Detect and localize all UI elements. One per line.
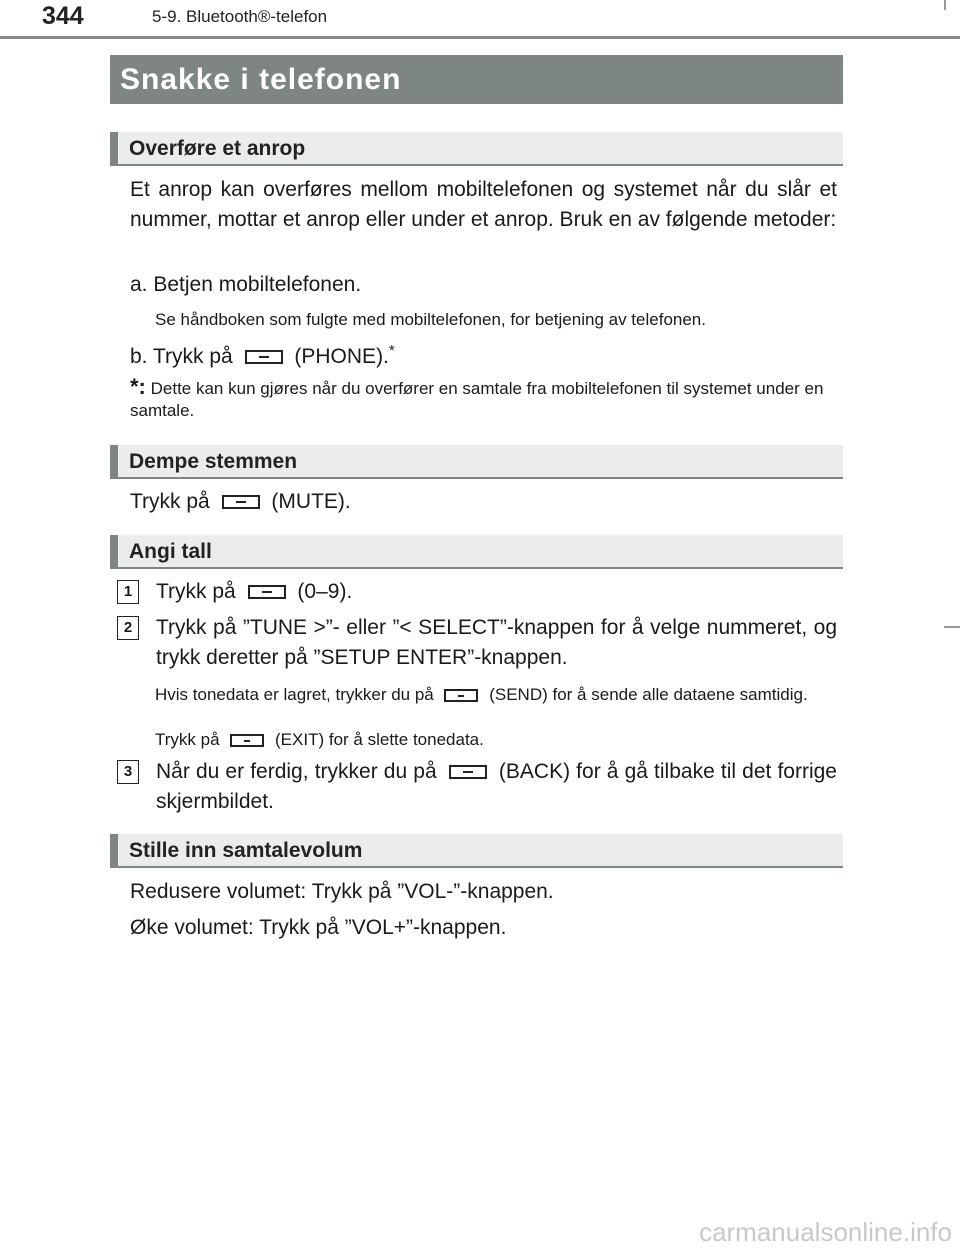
digits-step-1 bbox=[156, 577, 837, 607]
footnote-mark: *: bbox=[130, 374, 146, 399]
step-number-1: 1 bbox=[117, 580, 139, 604]
page-number: 344 bbox=[42, 2, 84, 30]
mute-suffix: (MUTE). bbox=[271, 490, 351, 513]
transfer-intro: Et anrop kan overføres mellom mobiltelefonen og systemet når du slår et nummer, mottar et anrop eller under et anrop. Bruk en av følgende metoder: bbox=[130, 178, 837, 231]
step-3-prefix: Når du er ferdig, trykker du på bbox=[156, 760, 437, 783]
section-heading-mute: Dempe stemmen bbox=[110, 445, 843, 479]
page-title: Snakke i telefonen bbox=[110, 55, 843, 104]
step-1-prefix: Trykk på bbox=[156, 580, 236, 603]
volume-decrease: Redusere volumet: Trykk på ”VOL-”-knappen. bbox=[130, 880, 554, 903]
volume-increase: Øke volumet: Trykk på ”VOL+”-knappen. bbox=[130, 916, 507, 939]
crop-mark-top bbox=[944, 0, 946, 10]
transfer-option-a-note: Se håndboken som fulgte med mobiltelefonen, for betjening av telefonen. bbox=[155, 310, 706, 329]
option-b-prefix: b. Trykk på bbox=[130, 345, 233, 368]
send-note-prefix: Hvis tonedata er lagret, trykker du på bbox=[155, 685, 434, 704]
step-number-3: 3 bbox=[117, 760, 139, 784]
send-note bbox=[155, 684, 839, 706]
exit-button-icon bbox=[230, 734, 264, 747]
exit-note-prefix: Trykk på bbox=[155, 730, 220, 749]
mute-prefix: Trykk på bbox=[130, 490, 210, 513]
mute-button-icon bbox=[222, 495, 260, 509]
transfer-option-a: a. Betjen mobiltelefonen. bbox=[130, 273, 362, 296]
step-number-2: 2 bbox=[117, 616, 139, 640]
header-rule bbox=[0, 36, 960, 39]
send-button-icon bbox=[444, 689, 478, 702]
footnote-text: Dette kan kun gjøres når du overfører en samtale fra mobiltelefonen til systemet under en samtale. bbox=[130, 379, 824, 420]
exit-note-suffix: (EXIT) for å slette tonedata. bbox=[275, 730, 484, 749]
section-heading-transfer: Overføre et anrop bbox=[110, 132, 843, 166]
mute-instruction bbox=[130, 487, 837, 517]
step-1-suffix: (0–9). bbox=[297, 580, 353, 603]
watermark: carmanualsonline.info bbox=[699, 1217, 952, 1247]
back-button-icon bbox=[449, 765, 487, 779]
asterisk-mark: * bbox=[388, 342, 395, 359]
transfer-option-b bbox=[130, 336, 837, 372]
step-3-suffix: (BACK) for å gå tilbake til det forrige skjermbildet. bbox=[156, 760, 837, 813]
exit-note bbox=[155, 729, 839, 751]
chapter-title: 5-9. Bluetooth®-telefon bbox=[152, 7, 328, 26]
option-b-suffix: (PHONE). bbox=[294, 345, 389, 368]
digits-step-3 bbox=[156, 757, 837, 817]
digit-button-icon bbox=[248, 585, 286, 599]
send-note-suffix: (SEND) for å sende alle dataene samtidig. bbox=[489, 685, 808, 704]
section-heading-volume: Stille inn samtalevolum bbox=[110, 834, 843, 868]
phone-button-icon bbox=[245, 350, 283, 364]
transfer-footnote bbox=[130, 376, 842, 422]
digits-step-2: Trykk på ”TUNE >”- eller ”< SELECT”-knappen for å velge nummeret, og trykk deretter på ”SETUP ENTER”-knappen. bbox=[156, 616, 837, 669]
section-heading-digits: Angi tall bbox=[110, 535, 843, 569]
crop-mark-right bbox=[944, 626, 960, 628]
